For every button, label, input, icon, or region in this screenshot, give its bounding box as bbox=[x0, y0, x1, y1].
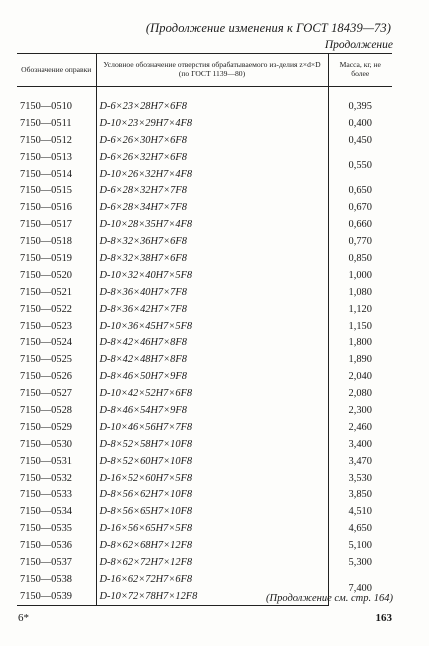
table-row bbox=[17, 402, 392, 419]
mandrel-code: 7150—0532 bbox=[20, 472, 72, 484]
mandrel-code: 7150—0522 bbox=[20, 303, 72, 315]
hole-designation: D-6×28×34H7×7F8 bbox=[96, 199, 328, 216]
mass-value: 3,850 bbox=[328, 486, 392, 503]
continued-on-note: (Продолжение см. стр. 164) bbox=[266, 593, 393, 604]
mass-value: 0,650 bbox=[328, 182, 392, 199]
hole-designation: D-8×52×58H7×10F8 bbox=[96, 436, 328, 453]
mandrel-code: 7150—0510 bbox=[20, 100, 72, 112]
mandrel-code: 7150—0537 bbox=[20, 556, 72, 568]
hole-designation: D-16×56×65H7×5F8 bbox=[96, 520, 328, 537]
hole-designation: D-8×46×54H7×9F8 bbox=[96, 402, 328, 419]
table-row bbox=[17, 368, 392, 385]
hole-designation: D-16×62×72H7×6F8 bbox=[96, 571, 328, 588]
mandrel-code: 7150—0536 bbox=[20, 540, 72, 552]
table-row bbox=[17, 334, 392, 351]
mass-value: 1,000 bbox=[328, 267, 392, 284]
table-row bbox=[17, 436, 392, 453]
mass-value: 0,770 bbox=[328, 233, 392, 250]
hole-designation: D-8×32×36H7×6F8 bbox=[96, 233, 328, 250]
table-row bbox=[17, 182, 392, 199]
hole-designation: D-6×28×32H7×7F8 bbox=[96, 182, 328, 199]
continuation-label: Продолжение bbox=[324, 39, 393, 51]
amendment-header: (Продолжение изменения к ГОСТ 18439—73) bbox=[145, 21, 391, 35]
table-row bbox=[17, 453, 392, 470]
table-row bbox=[17, 199, 392, 216]
table-row bbox=[17, 284, 392, 301]
table-row bbox=[17, 520, 392, 537]
table-row bbox=[17, 537, 392, 554]
table-row bbox=[17, 503, 392, 520]
mass-value: 2,080 bbox=[328, 385, 392, 402]
mandrel-code: 7150—0521 bbox=[20, 286, 72, 298]
mandrel-code: 7150—0530 bbox=[20, 438, 72, 450]
mass-value: 0,660 bbox=[328, 216, 392, 233]
table-row bbox=[17, 571, 392, 588]
mandrel-code: 7150—0515 bbox=[20, 185, 72, 197]
table-header-row bbox=[17, 54, 392, 87]
mass-value: 5,300 bbox=[328, 554, 392, 571]
table-row bbox=[17, 87, 392, 115]
table-row bbox=[17, 486, 392, 503]
hole-designation: D-6×26×30H7×6F8 bbox=[96, 132, 328, 149]
column-header-code: Обозначение оправки bbox=[17, 54, 96, 87]
hole-designation: D-10×36×45H7×5F8 bbox=[96, 318, 328, 335]
hole-designation: D-10×28×35H7×4F8 bbox=[96, 216, 328, 233]
table-row bbox=[17, 351, 392, 368]
mass-value: 5,100 bbox=[328, 537, 392, 554]
mandrel-code: 7150—0520 bbox=[20, 269, 72, 281]
mass-value: 4,510 bbox=[328, 503, 392, 520]
mandrel-code: 7150—0535 bbox=[20, 523, 72, 535]
table-row bbox=[17, 267, 392, 284]
hole-designation: D-10×42×52H7×6F8 bbox=[96, 385, 328, 402]
hole-designation: D-6×23×28H7×6F8 bbox=[96, 87, 328, 115]
mandrel-code: 7150—0525 bbox=[20, 354, 72, 366]
mandrel-code: 7150—0534 bbox=[20, 506, 72, 518]
hole-designation: D-8×62×68H7×12F8 bbox=[96, 537, 328, 554]
hole-designation: D-10×32×40H7×5F8 bbox=[96, 267, 328, 284]
column-header-designation: Условное обозначение отверстия обрабатываемого из-делия z×d×D (по ГОСТ 1139—80) bbox=[96, 54, 328, 87]
hole-designation: D-8×32×38H7×6F8 bbox=[96, 250, 328, 267]
mass-value: 7,400 bbox=[328, 571, 392, 605]
hole-designation: D-8×42×46H7×8F8 bbox=[96, 334, 328, 351]
mandrel-code: 7150—0528 bbox=[20, 404, 72, 416]
mass-value: 4,650 bbox=[328, 520, 392, 537]
signature-mark: 6* bbox=[18, 612, 29, 624]
hole-designation: D-8×56×65H7×10F8 bbox=[96, 503, 328, 520]
mass-value: 0,850 bbox=[328, 250, 392, 267]
hole-designation: D-8×42×48H7×8F8 bbox=[96, 351, 328, 368]
hole-designation: D-8×46×50H7×9F8 bbox=[96, 368, 328, 385]
table-row bbox=[17, 149, 392, 166]
mass-value: 1,080 bbox=[328, 284, 392, 301]
table-row bbox=[17, 318, 392, 335]
table-row bbox=[17, 470, 392, 487]
mandrel-code: 7150—0511 bbox=[20, 117, 72, 129]
table-row bbox=[17, 132, 392, 149]
table-row bbox=[17, 419, 392, 436]
mass-value: 3,530 bbox=[328, 470, 392, 487]
mass-value: 0,400 bbox=[328, 115, 392, 132]
column-header-mass: Масса, кг, не более bbox=[328, 54, 392, 87]
mandrel-code: 7150—0516 bbox=[20, 202, 72, 214]
hole-designation: D-8×36×42H7×7F8 bbox=[96, 301, 328, 318]
mandrel-code: 7150—0517 bbox=[20, 219, 72, 231]
table-row bbox=[17, 115, 392, 132]
hole-designation: D-8×62×72H7×12F8 bbox=[96, 554, 328, 571]
mandrel-code: 7150—0519 bbox=[20, 252, 72, 264]
hole-designation: D-10×72×78H7×12F8 bbox=[96, 588, 328, 605]
mass-value: 0,670 bbox=[328, 199, 392, 216]
mandrel-code: 7150—0523 bbox=[20, 320, 72, 332]
mandrel-code: 7150—0531 bbox=[20, 455, 72, 467]
mandrel-code: 7150—0526 bbox=[20, 371, 72, 383]
mandrel-code: 7150—0524 bbox=[20, 337, 72, 349]
hole-designation: D-16×52×60H7×5F8 bbox=[96, 470, 328, 487]
mandrel-code: 7150—0513 bbox=[20, 151, 72, 163]
table-row bbox=[17, 385, 392, 402]
table-row bbox=[17, 554, 392, 571]
mandrel-code: 7150—0538 bbox=[20, 573, 72, 585]
mass-value: 0,550 bbox=[328, 149, 392, 183]
table-row bbox=[17, 301, 392, 318]
mandrel-code: 7150—0518 bbox=[20, 236, 72, 248]
page-number: 163 bbox=[375, 612, 392, 624]
mass-value: 2,460 bbox=[328, 419, 392, 436]
mass-value: 1,890 bbox=[328, 351, 392, 368]
mandrel-code: 7150—0514 bbox=[20, 168, 72, 180]
mandrel-code: 7150—0539 bbox=[17, 588, 96, 605]
hole-designation: D-10×46×56H7×7F8 bbox=[96, 419, 328, 436]
hole-designation: D-8×36×40H7×7F8 bbox=[96, 284, 328, 301]
mass-value: 0,395 bbox=[328, 87, 392, 115]
table-row bbox=[17, 233, 392, 250]
mass-value: 2,300 bbox=[328, 402, 392, 419]
table-row bbox=[17, 216, 392, 233]
mandrel-table bbox=[17, 53, 392, 606]
mandrel-code: 7150—0527 bbox=[20, 388, 72, 400]
mandrel-code: 7150—0533 bbox=[20, 489, 72, 501]
hole-designation: D-10×23×29H7×4F8 bbox=[96, 115, 328, 132]
mass-value: 1,800 bbox=[328, 334, 392, 351]
mass-value: 3,470 bbox=[328, 453, 392, 470]
mandrel-code: 7150—0529 bbox=[20, 421, 72, 433]
mass-value: 1,120 bbox=[328, 301, 392, 318]
mass-value: 3,400 bbox=[328, 436, 392, 453]
hole-designation: D-10×26×32H7×4F8 bbox=[96, 166, 328, 183]
hole-designation: D-8×56×62H7×10F8 bbox=[96, 486, 328, 503]
mass-value: 1,150 bbox=[328, 318, 392, 335]
hole-designation: D-6×26×32H7×6F8 bbox=[96, 149, 328, 166]
mass-value: 0,450 bbox=[328, 132, 392, 149]
hole-designation: D-8×52×60H7×10F8 bbox=[96, 453, 328, 470]
mass-value: 2,040 bbox=[328, 368, 392, 385]
mandrel-code: 7150—0512 bbox=[20, 134, 72, 146]
table-row bbox=[17, 250, 392, 267]
